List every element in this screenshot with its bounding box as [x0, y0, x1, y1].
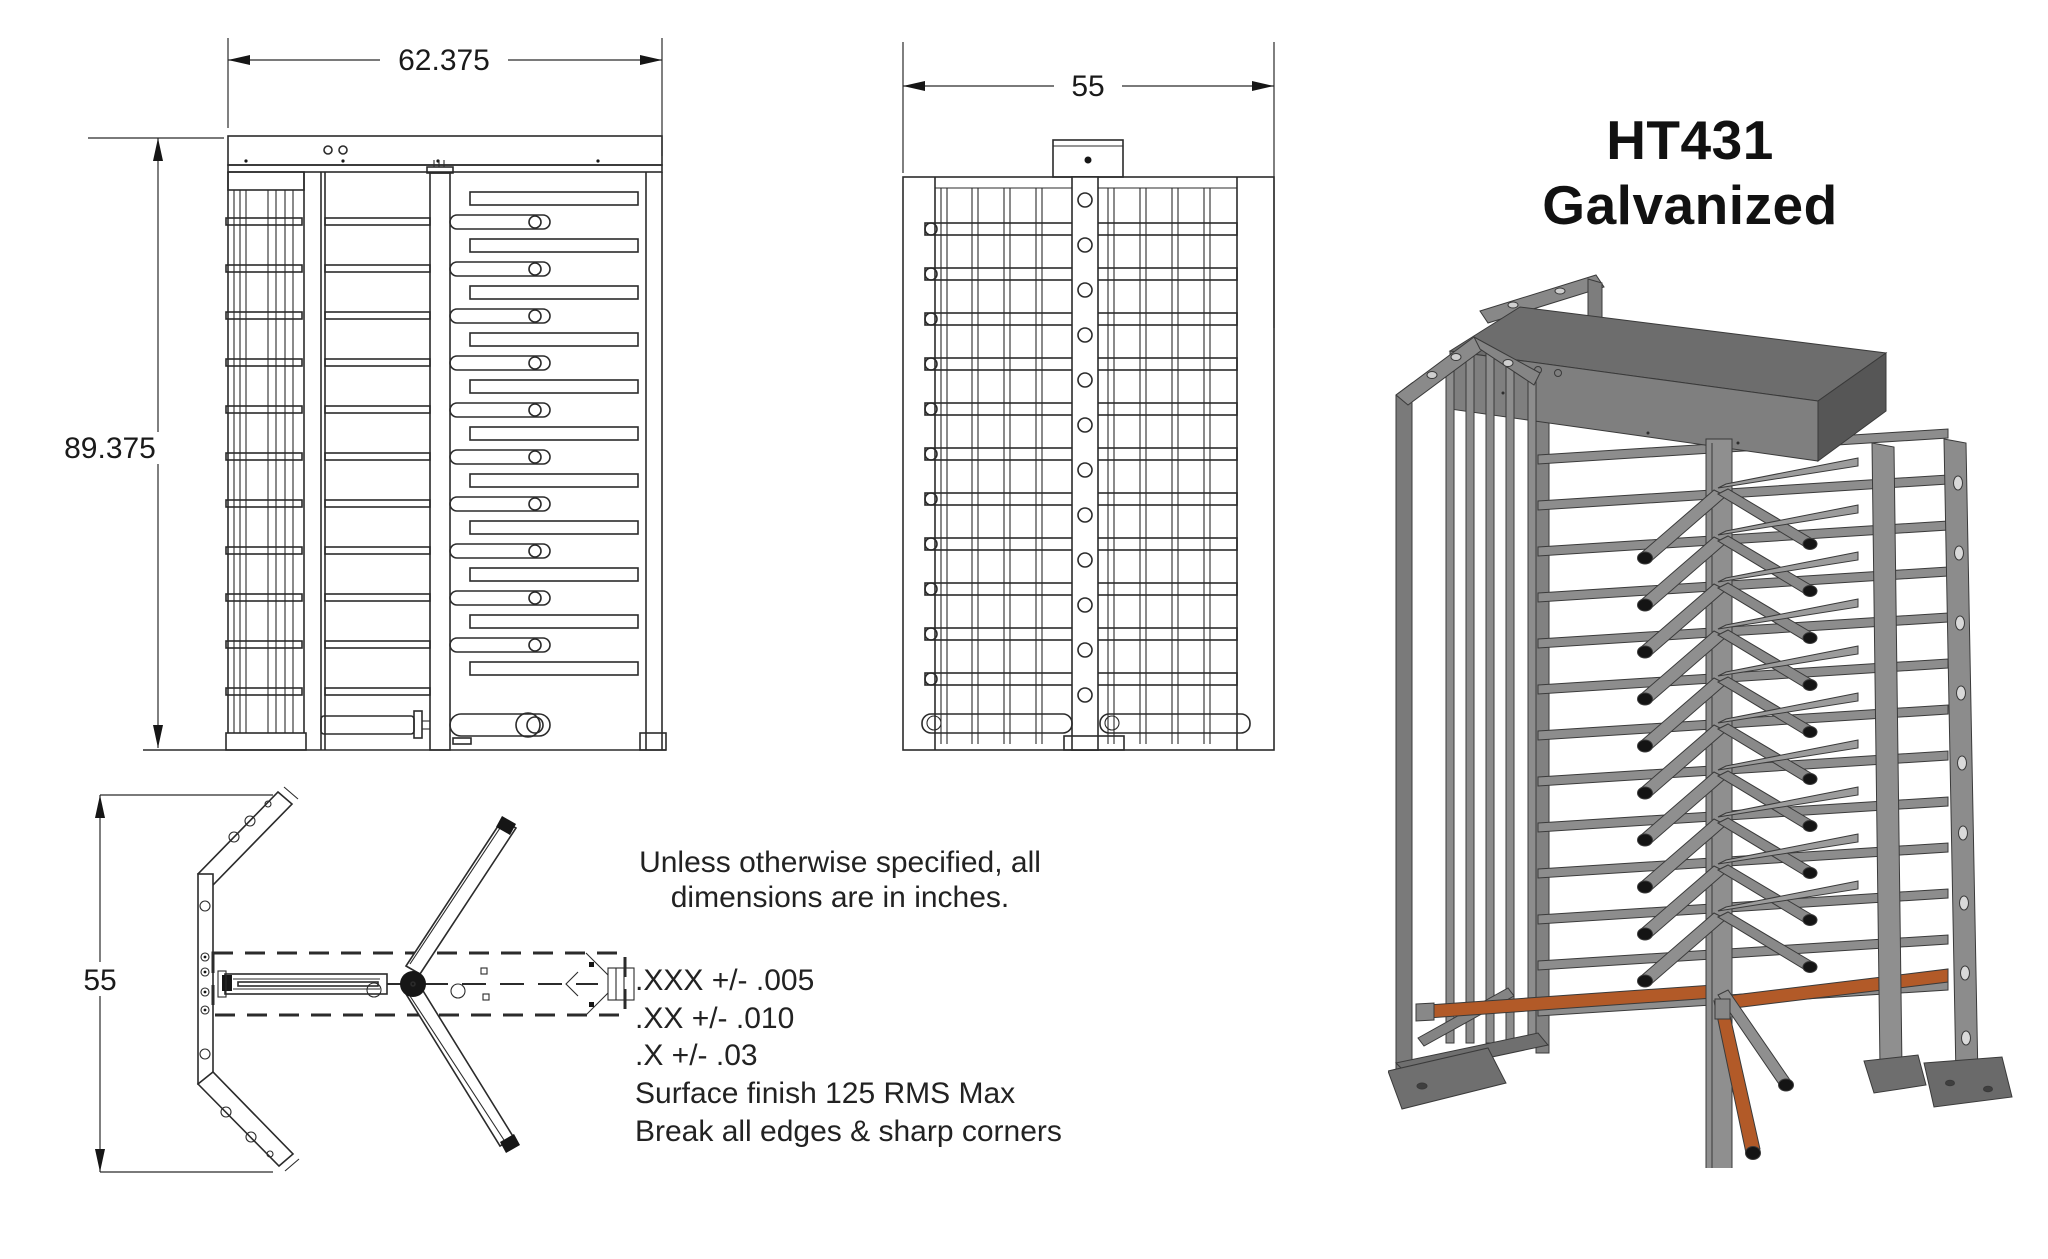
side-rotor-post	[1072, 177, 1098, 750]
finish-name: Galvanized	[1542, 173, 1838, 236]
plan-view	[58, 786, 670, 1178]
top-cap	[1450, 307, 1886, 461]
units-note-line1: Unless otherwise specified, all	[639, 846, 1041, 879]
front-height-label: 89.375	[64, 432, 156, 465]
front-bottom-arms	[321, 711, 550, 744]
notes-block	[600, 845, 1080, 1151]
drawing-title	[1440, 108, 1940, 238]
left-wing	[1388, 337, 1548, 1109]
front-rails	[226, 218, 430, 695]
render-3d	[1388, 243, 2013, 1173]
front-width-label: 62.375	[398, 44, 490, 77]
front-width-dimension	[228, 38, 662, 156]
front-height-dimension	[58, 138, 224, 748]
surface-finish-note: Surface finish 125 RMS Max	[635, 1077, 1016, 1111]
front-rotor-post	[427, 160, 453, 750]
part-number: HT431	[1606, 109, 1774, 171]
units-note	[600, 845, 1080, 916]
tolerance-xx: .XX +/- .010	[635, 1001, 795, 1035]
tolerance-notes	[600, 962, 1080, 1151]
side-top-box	[1053, 140, 1123, 177]
front-rotor-arms	[450, 192, 638, 675]
front-right-frame	[640, 172, 666, 750]
front-view	[58, 28, 670, 760]
front-left-panel	[226, 172, 325, 750]
right-rails	[1864, 439, 2012, 1107]
break-edges-note: Break all edges & sharp corners	[635, 1114, 1062, 1148]
side-view	[898, 28, 1284, 760]
side-width-label: 55	[1071, 70, 1105, 103]
render-3d-svg	[1388, 243, 2013, 1168]
units-note-line2: dimensions are in inches.	[670, 881, 1010, 915]
tolerance-xxx: .XXX +/- .005	[635, 963, 815, 997]
plan-depth-label: 55	[83, 964, 117, 997]
tolerance-x: .X +/- .03	[635, 1039, 758, 1073]
